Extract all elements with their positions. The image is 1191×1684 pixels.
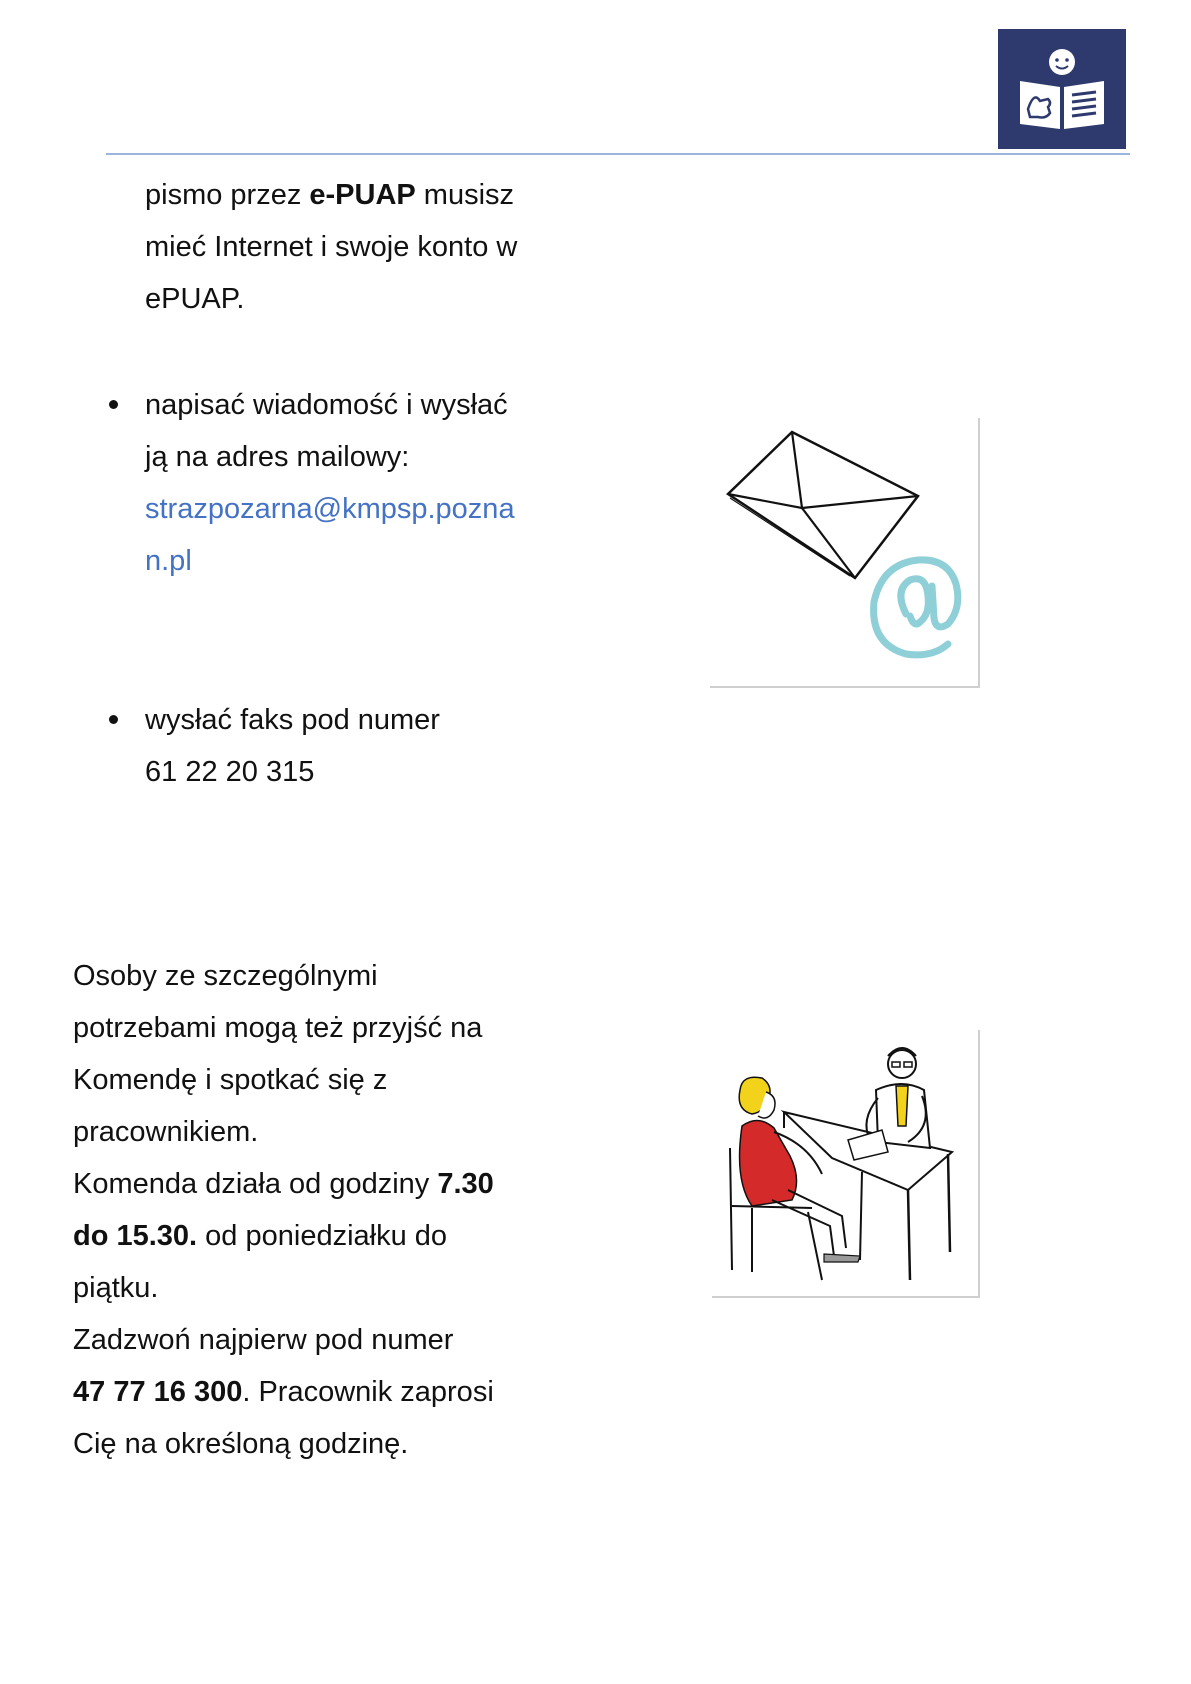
bullet-fax (109, 715, 118, 724)
email-link-part-1[interactable]: strazpozarna@kmpsp.pozna (145, 493, 515, 525)
envelope-at-icon (710, 418, 978, 686)
meeting-image (712, 1030, 980, 1298)
hours-line-3: piątku. (73, 1272, 159, 1304)
header-rule (106, 153, 1130, 155)
fax-number: 61 22 20 315 (145, 756, 315, 788)
visit-line-2: potrzebami mogą też przyjść na (73, 1012, 483, 1044)
easy-to-read-icon (998, 29, 1126, 149)
hours-line-2: do 15.30. od poniedziałku do (73, 1220, 448, 1252)
epuap-line-1: pismo przez e-PUAP musisz (145, 179, 515, 211)
hours-line-1: Komenda działa od godziny 7.30 (73, 1168, 494, 1200)
envelope-image (710, 418, 980, 688)
visit-line-4: pracownikiem. (73, 1116, 259, 1148)
call-line-2: 47 77 16 300. Pracownik zaprosi (73, 1376, 494, 1408)
visit-line-1: Osoby ze szczególnymi (73, 960, 378, 992)
visit-line-3: Komendę i spotkać się z (73, 1064, 388, 1096)
call-line-1: Zadzwoń najpierw pod numer (73, 1324, 454, 1356)
epuap-line-2: mieć Internet i swoje konto w (145, 231, 518, 263)
email-line-1: napisać wiadomość i wysłać (145, 389, 508, 421)
bullet-email (109, 400, 118, 409)
epuap-line-3: ePUAP. (145, 283, 245, 315)
easy-to-read-logo (998, 29, 1126, 149)
call-line-3: Cię na określoną godzinę. (73, 1428, 409, 1460)
fax-line-1: wysłać faks pod numer (145, 704, 440, 736)
meeting-at-desk-icon (712, 1030, 978, 1296)
email-line-2: ją na adres mailowy: (145, 441, 410, 473)
email-link-part-2[interactable]: n.pl (145, 545, 192, 577)
